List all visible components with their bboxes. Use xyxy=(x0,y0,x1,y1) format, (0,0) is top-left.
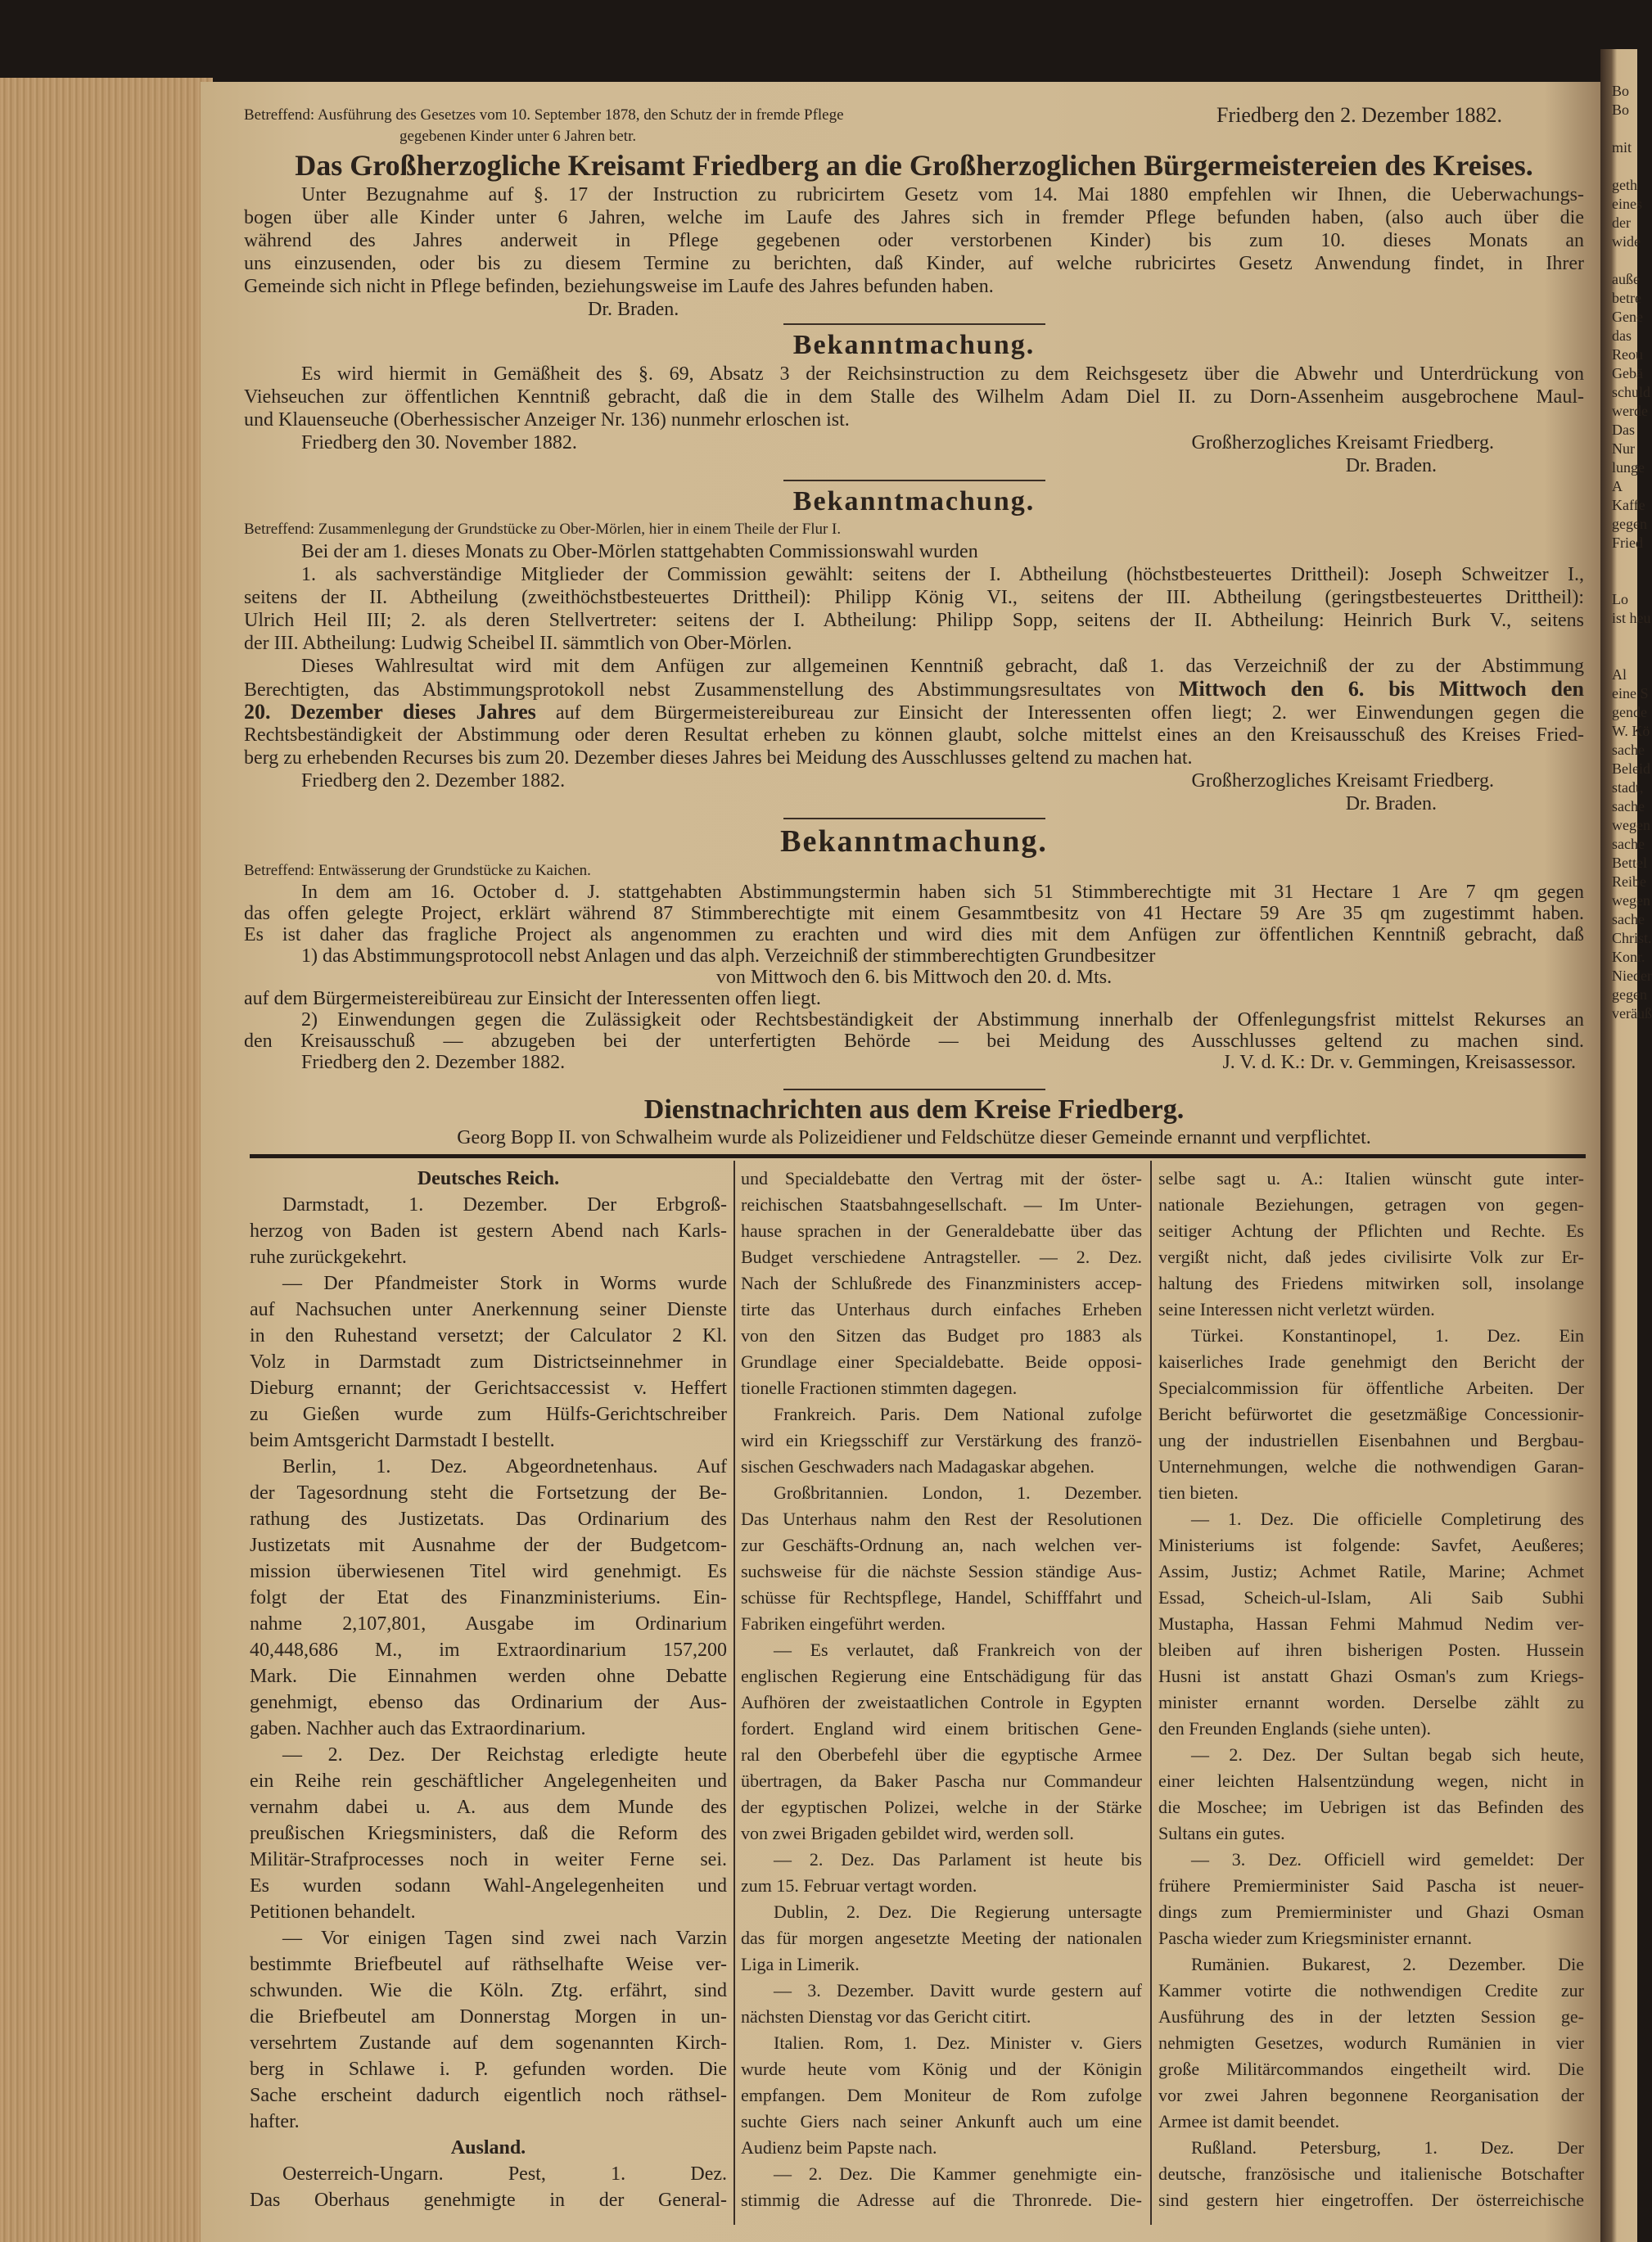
column-line: Fabriken eingeführt werden. xyxy=(741,1613,946,1634)
column-line: sind gestern hier eingetroffen. Der österreichische xyxy=(1158,2190,1584,2210)
column-line: gaben. Nachher auch das Extraordinarium. xyxy=(250,1718,586,1739)
column-line: Audienz beim Papste nach. xyxy=(741,2137,937,2158)
column-line: Petitionen behandelt. xyxy=(250,1901,416,1923)
notice-line: 1. als sachverständige Mitglieder der Commission gewählt: seitens der I. Abtheilung (höchstbesteuertes Drittheil): Joseph Schweitzer I., xyxy=(301,564,1584,585)
notice-subject-cont: gegebenen Kinder unter 6 Jahren betr. xyxy=(399,128,637,145)
column-line: Rußland. Petersburg, 1. Dez. Der xyxy=(1191,2137,1584,2158)
column-line: Bericht befürwortet die gesetzmäßige Concessionir- xyxy=(1158,1404,1584,1424)
column-line: Das Oberhaus genehmigte in der General- xyxy=(250,2190,727,2211)
column-line: bleiben auf ihren bisherigen Posten. Hussein xyxy=(1158,1640,1584,1660)
column-line: tirte das Unterhaus durch einfaches Erheben xyxy=(741,1299,1142,1319)
column-line: Dieburg ernannt; der Gerichtsaccessist v. Heffert xyxy=(250,1378,727,1399)
column-line: Großbritannien. London, 1. Dezember. xyxy=(774,1482,1142,1503)
column-line: Sultans ein gutes. xyxy=(1158,1823,1285,1843)
divider xyxy=(783,818,1045,819)
column-line: den Freunden Englands (siehe unten). xyxy=(1158,1718,1431,1739)
column-line: nationale Beziehungen, getragen von gegen- xyxy=(1158,1194,1584,1215)
column-line: genehmigt, ebenso das Ordinarium der Aus- xyxy=(250,1692,727,1713)
section-rule xyxy=(250,1154,1586,1158)
adjacent-page-fragment: wegen xyxy=(1612,817,1650,833)
column-line: — Der Pfandmeister Stork in Worms wurde xyxy=(282,1273,727,1294)
notice-signature: J. V. d. K.: Dr. v. Gemmingen, Kreisassessor. xyxy=(1222,1052,1576,1073)
column-line: der Tagesordnung steht die Fortsetzung der Be- xyxy=(250,1482,727,1504)
column-line: englischen Regierung eine Entschädigung für das xyxy=(741,1666,1142,1686)
column-line: folgt der Etat des Finanzministeriums. Ein- xyxy=(250,1587,727,1608)
adjacent-page-fragment: sache xyxy=(1612,798,1645,814)
adjacent-page-fragment: stadt, xyxy=(1612,779,1644,796)
adjacent-page-fragment xyxy=(1612,647,1652,665)
column-line: übertragen, da Baker Pascha nur Commandeur xyxy=(741,1771,1142,1791)
notice-kaichen xyxy=(244,823,1584,1073)
column-line: schwunden. Wie die Köln. Ztg. erfährt, sind xyxy=(250,1980,727,2001)
column-line: die Moschee; im Uebrigen ist das Befinden des xyxy=(1158,1797,1584,1817)
notice-title: Bekanntmachung. xyxy=(780,824,1048,859)
column-line: Darmstadt, 1. Dezember. Der Erbgroß- xyxy=(282,1194,727,1216)
column-line: Grundlage einer Specialdebatte. Beide opposi- xyxy=(741,1351,1142,1372)
notice-date: Friedberg den 2. Dezember 1882. xyxy=(1216,103,1502,127)
adjacent-page-fragment xyxy=(1612,628,1652,647)
notice-signature: Dr. Braden. xyxy=(1345,455,1437,476)
adjacent-page-fragment: Bo xyxy=(1612,101,1630,118)
notice-signature: Dr. Braden. xyxy=(1345,793,1437,814)
notice-subject: Betreffend: Ausführung des Gesetzes vom 10. September 1878, den Schutz der in fremde Pflege xyxy=(244,106,844,124)
column-line: Das Unterhaus nahm den Rest der Resolutionen xyxy=(741,1509,1142,1529)
column-line: Mark. Die Einnahmen werden ohne Debatte xyxy=(250,1666,727,1687)
adjacent-page-fragment xyxy=(1612,251,1652,270)
column-line: preußischen Kriegsministers, daß die Reform des xyxy=(250,1823,727,1844)
column-line: Husni ist anstatt Ghazi Osman's zum Kriegs- xyxy=(1158,1666,1584,1686)
notice-place-date: Friedberg den 30. November 1882. xyxy=(301,432,577,453)
adjacent-page-fragment: Das xyxy=(1612,422,1635,438)
column-line: haltung des Friedens mitwirken soll, insolange xyxy=(1158,1273,1584,1293)
column-line: schüsse für Rechtspflege, Handel, Schifffahrt und xyxy=(741,1587,1142,1608)
adjacent-page-fragment: W. Kö xyxy=(1612,723,1650,739)
adjacent-page-fragment: gegen xyxy=(1612,516,1647,532)
column-line: vernahm dabei u. A. aus dem Munde des xyxy=(250,1797,727,1818)
adjacent-page-fragment: mit xyxy=(1612,139,1632,156)
column-line: Kammer votirte die nothwendigen Credite zur xyxy=(1158,1980,1584,2001)
adjacent-page-fragment: A xyxy=(1612,478,1623,494)
column-line: ruhe zurückgekehrt. xyxy=(250,1247,407,1268)
adjacent-page-fragment: der xyxy=(1612,214,1631,231)
adjacent-page-fragment: veräuß xyxy=(1612,1005,1652,1022)
column-line: auf Nachsuchen unter Anerkennung seiner Dienste xyxy=(250,1299,727,1320)
notice-signature: Dr. Braden. xyxy=(588,299,679,320)
notice-line: Viehseuchen zur öffentlichen Kenntniß gebracht, daß die in dem Stalle des Wilhelm Adam Diel II. zu Dorn-Assenheim ausgebrochene Maul- xyxy=(244,386,1584,408)
line-text: Berechtigten, das Abstimmungsprotokoll nebst Zusammenstellung des Abstimmungsresultates von xyxy=(244,679,1179,701)
column-line: Unternehmungen, welche die nothwendigen Garan- xyxy=(1158,1456,1584,1477)
column-line: Frankreich. Paris. Dem National zufolge xyxy=(774,1404,1142,1424)
column-line: — 2. Dez. Die Kammer genehmigte ein- xyxy=(774,2163,1142,2184)
adjacent-page-fragment: betre xyxy=(1612,290,1641,306)
adjacent-page-fragment: auße xyxy=(1612,271,1640,287)
column-line: vergißt nicht, daß jedes civilisirte Volk zur Er- xyxy=(1158,1247,1584,1267)
notice-line: uns einzusenden, oder bis zu diesem Termine zu berichten, daß Kinder, auf welche rubricirtes Gesetz Anwendung findet, in Ihrer xyxy=(244,253,1584,274)
column-line: stimmig die Adresse auf die Thronrede. Die- xyxy=(741,2190,1142,2210)
adjacent-page-fragment: wide xyxy=(1612,233,1641,250)
column-line: Italien. Rom, 1. Dez. Minister v. Giers xyxy=(774,2032,1142,2053)
column-line: Pascha wieder zum Kriegsminister ernannt. xyxy=(1158,1928,1473,1948)
column-line: Oesterreich-Ungarn. Pest, 1. Dez. xyxy=(282,2163,727,2185)
adjacent-page-fragment: Al xyxy=(1612,666,1627,683)
column-line: frühere Premierminister Said Pascha ist neuer- xyxy=(1158,1875,1584,1896)
adjacent-page-fragment: geth xyxy=(1612,177,1637,193)
column-line: Justizetats mit Ausnahme der der Budgetcom- xyxy=(250,1535,727,1556)
adjacent-page-fragment: gende xyxy=(1612,704,1647,720)
column-line: zum 15. Februar vertagt worden. xyxy=(741,1875,977,1896)
column-line: — Vor einigen Tagen sind zwei nach Varzin xyxy=(282,1928,727,1949)
adjacent-page-fragment: sache xyxy=(1612,836,1645,852)
adjacent-page-fragment: Kaffe xyxy=(1612,497,1645,513)
column-line: berg in Schlawe i. P. gefunden worden. Die xyxy=(250,2059,727,2080)
adjacent-page-fragment: das xyxy=(1612,327,1632,344)
official-notices xyxy=(244,105,1584,1073)
notice-line: Rechtsbeständigkeit der Abstimmung oder deren Resultat erheben zu können glaubt, solche mittelst eines an den Kreisausschuß des Kreises Fried- xyxy=(244,724,1584,746)
column-divider xyxy=(1150,1161,1152,2225)
adjacent-page-fragment: Nur xyxy=(1612,440,1635,457)
column-line: Armee ist damit beendet. xyxy=(1158,2111,1340,2131)
adjacent-page-fragment: eine S xyxy=(1612,685,1649,701)
notice-ober-moerlen xyxy=(244,485,1584,815)
notice-line: Dieses Wahlresultat wird mit dem Anfügen zur allgemeinen Kenntniß gebracht, daß 1. das Verzeichniß der zu der Abstimmung xyxy=(301,656,1584,677)
column-line: hafter. xyxy=(250,2111,300,2132)
column-line: Liga in Limerik. xyxy=(741,1954,860,1974)
notice-line: der III. Abtheilung: Ludwig Scheibel II. sämmtlich von Ober-Mörlen. xyxy=(244,633,792,654)
adjacent-page-fragment: schuld xyxy=(1612,384,1650,400)
adjacent-page-fragment: Lo xyxy=(1612,591,1628,607)
column-line: rathung des Justizetats. Das Ordinarium des xyxy=(250,1509,727,1530)
adjacent-page-fragment: Bettel xyxy=(1612,855,1647,871)
column-line: Budget verschiedene Antragsteller. — 2. Dez. xyxy=(741,1247,1142,1267)
column-line: ral den Oberbefehl über die egyptische Armee xyxy=(741,1744,1142,1765)
adjacent-page-fragment: Gebä xyxy=(1612,365,1643,381)
column-line: Mustapha, Hassan Fehmi Mahmud Nedim ver- xyxy=(1158,1613,1584,1634)
notice-line: Es ist daher das fragliche Project als angenommen zu erachten und wird dies mit dem Anfügen zur öffentlichen Kenntniß gebracht, daß xyxy=(244,924,1584,945)
column-line: Rumänien. Bukarest, 2. Dezember. Die xyxy=(1191,1954,1584,1974)
column-line: hause sprachen in der Generaldebatte über das xyxy=(741,1220,1142,1241)
column-line: Ausführung des in der letzten Session ge- xyxy=(1158,2006,1584,2027)
notice-authority: Großherzogliches Kreisamt Friedberg. xyxy=(1191,770,1494,792)
column-line: große Militärcommandos eingetheilt wird. Die xyxy=(1158,2059,1584,2079)
column-line: herzog von Baden ist gestern Abend nach Karls- xyxy=(250,1220,727,1242)
column-line: Sache erscheint dadurch eigentlich noch räthsel- xyxy=(250,2085,727,2106)
column-line: — 2. Dez. Der Sultan begab sich heute, xyxy=(1191,1744,1584,1765)
column-line: deutsche, französische und italienische Botschafter xyxy=(1158,2163,1584,2184)
column-divider xyxy=(733,1161,735,2225)
notice-line: 2) Einwendungen gegen die Zulässigkeit oder Rechtsbeständigkeit der Abstimmung innerhalb der Offenlegungsfrist mittelst Rekurses an xyxy=(301,1009,1584,1031)
column-line: der egyptischen Polizei, welche in der Stärke xyxy=(741,1797,1142,1817)
adjacent-page-fragment: wegen xyxy=(1612,892,1650,909)
book-page-edges xyxy=(0,78,213,2242)
adjacent-page-fragment: Bo xyxy=(1612,83,1630,99)
notice-line: den Kreisausschuß — abzugeben bei der unterfertigten Behörde — bei Meidung des Ausschlusses geltend zu machen sind. xyxy=(244,1031,1584,1052)
notice-line: bogen über alle Kinder unter 6 Jahren, welche im Laufe des Jahres sich in fremder Pflege befunden haben, (also auch über die xyxy=(244,207,1584,228)
line-bold-text: Mittwoch den 6. bis Mittwoch den xyxy=(1178,677,1584,701)
column-heading: Ausland. xyxy=(450,2137,526,2159)
adjacent-page-fragment: Beleid xyxy=(1612,760,1650,777)
dienstnachrichten xyxy=(244,1094,1584,1149)
notice-authority: Großherzogliches Kreisamt Friedberg. xyxy=(1191,432,1494,453)
divider xyxy=(783,480,1045,481)
column-line: — 3. Dez. Officiell wird gemeldet: Der xyxy=(1191,1849,1584,1870)
notice-place-date: Friedberg den 2. Dezember 1882. xyxy=(301,1052,566,1073)
adjacent-page-strip xyxy=(1600,49,1652,2242)
column-line: Volz in Darmstadt zum Districtseinnehmer in xyxy=(250,1351,727,1373)
column-line: minister ernannt worden. Derselbe zählt zu xyxy=(1158,1692,1584,1712)
column-line: Berlin, 1. Dez. Abgeordnetenhaus. Auf xyxy=(282,1456,727,1477)
column-line: — 2. Dez. Das Parlament ist heute bis xyxy=(774,1849,1142,1870)
line-bold-text: 20. Dezember dieses Jahres xyxy=(244,700,536,724)
column-line: zu Gießen wurde zum Hülfs-Gerichtschreiber xyxy=(250,1404,727,1425)
column-line: tionelle Fractionen stimmten dagegen. xyxy=(741,1378,1018,1398)
column-line: Essad, Scheich-ul-Islam, Ali Saib Subhi xyxy=(1158,1587,1584,1608)
notice-line: berg zu erhebenden Recurses bis zum 20. Dezember dieses Jahres bei Meidung des Ausschlusses geltend zu machen hat. xyxy=(244,747,1193,769)
notice-title: Bekanntmachung. xyxy=(792,330,1036,360)
divider xyxy=(783,1089,1045,1090)
adjacent-page-fragment: gegen xyxy=(1612,986,1647,1003)
column-line: von zwei Brigaden gebildet wird, werden soll. xyxy=(741,1823,1074,1843)
notice-title: Das Großherzogliche Kreisamt Friedberg an die Großherzoglichen Bürgermeistereien des Kreises. xyxy=(295,149,1533,182)
notice-line xyxy=(244,678,1584,701)
column-line: die Briefbeutel am Donnerstag Morgen in un- xyxy=(250,2006,727,2028)
notice-line: Ulrich Heil III; 2. als deren Stellvertreter: seitens der I. Abtheilung: Philipp Sopp, seitens der II. Abtheilung: Heinrich Burk V., seitens xyxy=(244,610,1584,631)
column-line: Ministeriums ist folgende: Savfet, Aeußeres; xyxy=(1158,1535,1584,1555)
adjacent-page-fragment: Gene xyxy=(1612,309,1643,325)
column-line: nächsten Dienstag vor das Gericht citirt. xyxy=(741,2006,1031,2027)
column-line: Dublin, 2. Dez. Die Regierung untersagte xyxy=(774,1901,1142,1922)
column-1 xyxy=(250,1166,727,2213)
notice-line: In dem am 16. October d. J. stattgehabten Abstimmungstermin haben sich 51 Stimmberechtigte mit 31 Hectare 1 Are 7 qm gegen xyxy=(301,882,1584,903)
column-line: von den Sitzen das Budget pro 1883 als xyxy=(741,1325,1142,1346)
adjacent-page-fragment xyxy=(1612,157,1652,176)
column-line: und Specialdebatte den Vertrag mit der öster- xyxy=(741,1168,1142,1189)
adjacent-page-fragment: sache xyxy=(1612,911,1645,927)
column-line: — 2. Dez. Der Reichstag erledigte heute xyxy=(282,1744,727,1766)
column-line: suchsweise für die nächste Session ständige Aus- xyxy=(741,1561,1142,1581)
column-line: ein Reihe rein geschäftlicher Angelegenheiten und xyxy=(250,1771,727,1792)
column-line: dings zum Premierminister und Ghazi Osman xyxy=(1158,1901,1584,1922)
column-line: Türkei. Konstantinopel, 1. Dez. Ein xyxy=(1191,1325,1584,1346)
notice-viehseuchen xyxy=(244,328,1584,477)
column-line: Assim, Justiz; Achmet Ratile, Marine; Achmet xyxy=(1158,1561,1584,1581)
notice-line: seitens der II. Abtheilung (zweithöchstbesteuertes Drittheil): Philipp König VI., seitens der III. Abtheilung (geringstbesteuertes Drittheil): xyxy=(244,587,1584,608)
notice-line: das offen gelegte Project, erklärt während 87 Stimmberechtigte mit einem Gesammtbesitz von 41 Hectare 59 Are 35 qm zugestimmt haben. xyxy=(244,903,1584,924)
column-line: wird ein Kriegsschiff zur Verstärkung des franzö- xyxy=(741,1430,1142,1450)
column-line: — 1. Dez. Die officielle Completirung des xyxy=(1191,1509,1584,1529)
notice-place-date: Friedberg den 2. Dezember 1882. xyxy=(301,770,566,792)
dienst-title: Dienstnachrichten aus dem Kreise Friedberg. xyxy=(643,1094,1185,1125)
column-line: bestimmte Briefbeutel auf räthselhafte Weise ver- xyxy=(250,1954,727,1975)
notice-line: während des Jahres anderweit in Pflege gegebenen oder verstorbenen Kinder) bis zum 10. dieses Monats an xyxy=(244,230,1584,251)
column-line: nahme 2,107,801, Ausgabe im Ordinarium xyxy=(250,1613,727,1635)
adjacent-page-fragment: Nieder xyxy=(1612,968,1652,984)
adjacent-page-fragment: ist heu xyxy=(1612,610,1651,626)
column-line: versehrtem Zustande auf dem sogenannten Kirch- xyxy=(250,2032,727,2054)
line-text: auf dem Bürgermeistereibureau zur Einsicht der Interessenten offen liegt; 2. wer Einwendungen gegen die xyxy=(535,702,1584,724)
adjacent-page-fragment xyxy=(1612,120,1652,138)
notice-kinderschutz xyxy=(244,105,1584,321)
adjacent-page-fragment xyxy=(1612,553,1652,571)
column-line: 40,448,686 M., im Extraordinarium 157,200 xyxy=(250,1640,727,1661)
notice-subject: Betreffend: Entwässerung der Grundstücke zu Kaichen. xyxy=(244,862,591,879)
column-line: beim Amtsgericht Darmstadt I bestellt. xyxy=(250,1430,555,1451)
column-line: Nach der Schlußrede des Finanzministers accep- xyxy=(741,1273,1142,1293)
column-line: fordert. England wird einem britischen Gene- xyxy=(741,1718,1142,1739)
adjacent-page-fragment: Konr. xyxy=(1612,949,1645,965)
column-line: mission überwiesenen Titel wird genehmigt. Es xyxy=(250,1561,727,1582)
notice-title: Bekanntmachung. xyxy=(792,486,1036,517)
column-line: vor zwei Jahren begonnene Reorganisation der xyxy=(1158,2085,1584,2105)
column-line: seitiger Achtung der Pflichten und Rechte. Es xyxy=(1158,1220,1584,1241)
column-line: zur Geschäfts-Ordnung an, nach welchen ver- xyxy=(741,1535,1142,1555)
column-line: in den Ruhestand versetzt; der Calculator 2 Kl. xyxy=(250,1325,727,1347)
adjacent-page-fragments xyxy=(1612,82,1652,1023)
notice-line: 1) das Abstimmungsprotocoll nebst Anlagen und das alph. Verzeichniß der stimmberechtigten Grundbesitzer xyxy=(301,945,1156,967)
column-line: Specialcommission für öffentliche Arbeiten. Der xyxy=(1158,1378,1584,1398)
column-line: — Es verlautet, daß Frankreich von der xyxy=(774,1640,1142,1660)
notice-line: von Mittwoch den 6. bis Mittwoch den 20. d. Mts. xyxy=(715,967,1113,988)
notice-line: Unter Bezugnahme auf §. 17 der Instruction zu rubricirtem Gesetz vom 14. Mai 1880 empfehlen wir Ihnen, die Ueberwachungs- xyxy=(301,184,1584,205)
adjacent-page-fragment: sache xyxy=(1612,742,1645,758)
column-line: einer leichten Halsentzündung wegen, nicht in xyxy=(1158,1771,1584,1791)
adjacent-page-fragment xyxy=(1612,571,1652,590)
dienst-text: Georg Bopp II. von Schwalheim wurde als Polizeidiener und Feldschütze dieser Gemeinde ernannt und verpflichtet. xyxy=(457,1127,1371,1148)
column-line: sischen Geschwaders nach Madagaskar abgehen. xyxy=(741,1456,1095,1477)
column-line: wurde heute vom König und der Königin xyxy=(741,2059,1142,2079)
column-3 xyxy=(1158,1166,1584,2213)
column-line: nehmigten Gesetzes, wodurch Rumänien in vier xyxy=(1158,2032,1584,2053)
notice-line: auf dem Bürgermeistereibüreau zur Einsicht der Interessenten offen liegt. xyxy=(244,988,821,1009)
column-line: tien bieten. xyxy=(1158,1482,1239,1503)
column-line: seine Interessen nicht verletzt würden. xyxy=(1158,1299,1435,1319)
adjacent-page-fragment: Reou xyxy=(1612,346,1643,363)
column-line: ung der industriellen Eisenbahnen und Bergbau- xyxy=(1158,1430,1584,1450)
notice-line xyxy=(244,701,1584,724)
notice-line: und Klauenseuche (Oberhessischer Anzeiger Nr. 136) nunmehr erloschen ist. xyxy=(244,409,850,431)
notice-subject: Betreffend: Zusammenlegung der Grundstücke zu Ober-Mörlen, hier in einem Theile der Flur I. xyxy=(244,521,842,538)
column-line: kaiserliches Irade genehmigt den Bericht der xyxy=(1158,1351,1584,1372)
column-line: das für morgen angesetzte Meeting der nationalen xyxy=(741,1928,1142,1948)
adjacent-page-fragment: lunge xyxy=(1612,459,1645,476)
column-line: empfangen. Dem Moniteur de Rom zufolge xyxy=(741,2085,1142,2105)
column-line: — 3. Dezember. Davitt wurde gestern auf xyxy=(774,1980,1142,2001)
adjacent-page-fragment: eines xyxy=(1612,196,1642,212)
divider xyxy=(783,323,1045,325)
notice-line: Es wird hiermit in Gemäßheit des §. 69, Absatz 3 der Reichsinstruction zu dem Reichsgesetz über die Abwehr und Unterdrückung von xyxy=(301,363,1584,385)
column-heading: Deutsches Reich. xyxy=(417,1168,560,1189)
column-line: Militär-Strafprocesses noch in weiter Ferne sei. xyxy=(250,1849,727,1870)
adjacent-page-fragment: Fried xyxy=(1612,535,1643,551)
adjacent-page-fragment: werde xyxy=(1612,403,1648,419)
notice-line: Gemeinde sich nicht in Pflege befinden, beziehungsweise im Laufe des Jahres befunden haben. xyxy=(244,276,994,297)
column-line: suchte Giers nach seiner Ankunft auch um eine xyxy=(741,2111,1142,2131)
column-2 xyxy=(741,1166,1142,2213)
column-line: reichischen Staatsbahngesellschaft. — Im Unter- xyxy=(741,1194,1142,1215)
adjacent-page-fragment: Reibe xyxy=(1612,873,1646,890)
notice-line: Bei der am 1. dieses Monats zu Ober-Mörlen stattgehabten Commissionswahl wurden xyxy=(301,541,978,562)
column-line: Es wurden sodann Wahl-Angelegenheiten und xyxy=(250,1875,727,1897)
column-line: selbe sagt u. A.: Italien wünscht gute inter- xyxy=(1158,1168,1584,1189)
adjacent-page-fragment: Christ. xyxy=(1612,930,1652,946)
column-line: Aufhören der zweistaatlichen Controle in Egypten xyxy=(741,1692,1142,1712)
